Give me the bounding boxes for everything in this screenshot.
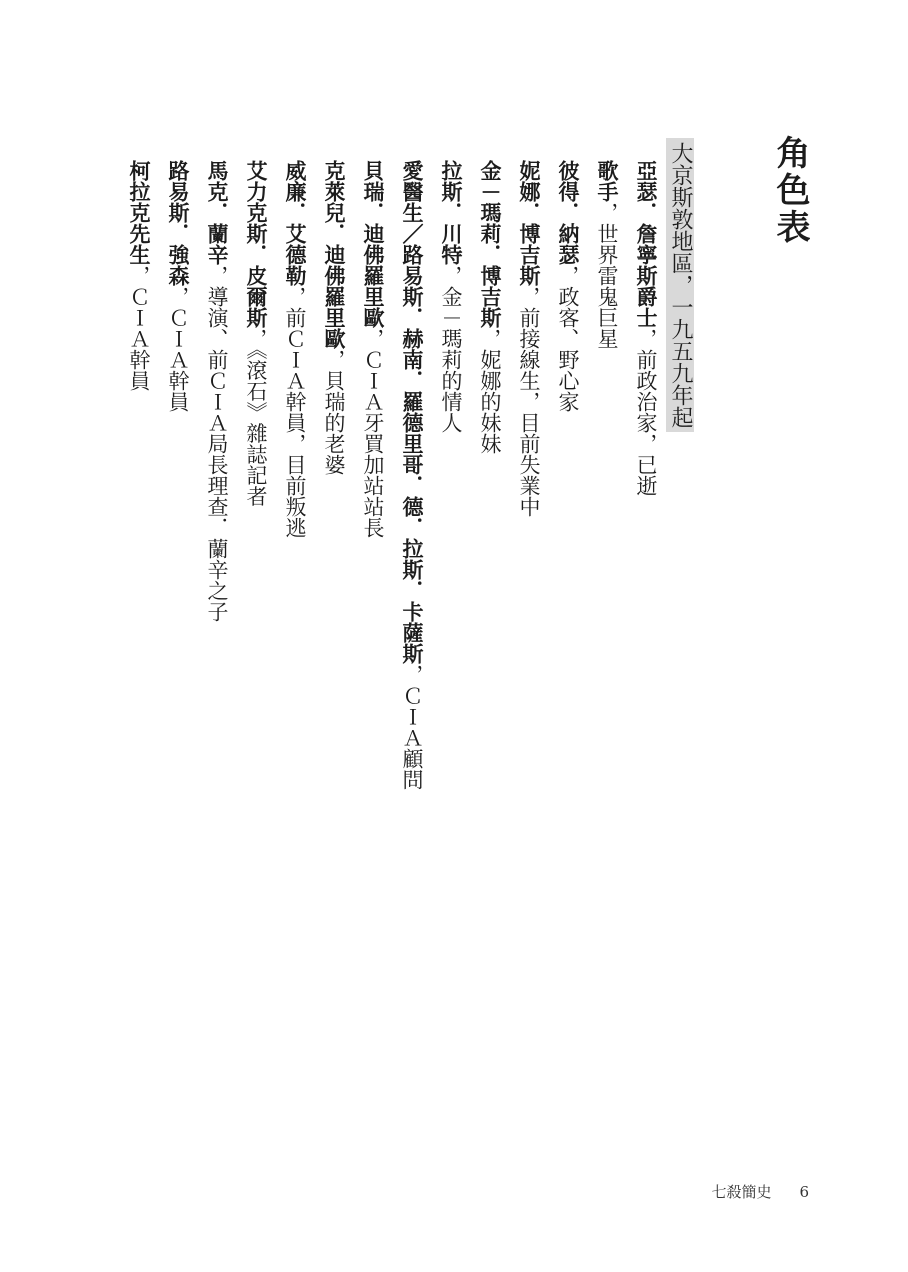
character-entry (592, 160, 622, 349)
character-description: ，前接線生，目前失業中 (517, 286, 541, 517)
character-description: ，世界雷鬼巨星 (595, 202, 619, 349)
character-description: ，ＣＩＡ幹員 (127, 265, 151, 391)
character-name: 拉斯．川特 (439, 160, 464, 265)
character-entry (631, 160, 661, 496)
character-name: 威廉．艾德勒 (283, 160, 308, 286)
character-name: 克萊兒．迪佛羅里歐 (322, 160, 347, 349)
character-entry (124, 160, 154, 391)
character-entry (436, 160, 466, 433)
page-footer (711, 1181, 809, 1202)
character-name: 歌手 (595, 160, 620, 202)
character-description: ，妮娜的妹妹 (478, 328, 502, 454)
character-description: ，金－瑪莉的情人 (439, 265, 463, 433)
character-description: ，ＣＩＡ顧問 (400, 664, 424, 790)
character-name: 金－瑪莉．博吉斯 (478, 160, 503, 328)
character-description: ，《滾石》雜誌記者 (244, 328, 268, 507)
character-name: 柯拉克先生 (127, 160, 152, 265)
character-description: ，貝瑞的老婆 (322, 349, 346, 475)
character-entry (475, 160, 505, 454)
character-entry (514, 160, 544, 517)
character-entry (358, 160, 388, 538)
character-description: ，導演、前ＣＩＡ局長理查．蘭辛之子 (205, 265, 229, 622)
character-entry (280, 160, 310, 538)
character-name: 艾力克斯．皮爾斯 (244, 160, 269, 328)
page-number: 6 (799, 1183, 809, 1201)
character-entry (553, 160, 583, 412)
character-name: 路易斯．強森 (166, 160, 191, 286)
character-name: 妮娜．博吉斯 (517, 160, 542, 286)
character-description: ，ＣＩＡ牙買加站站長 (361, 328, 385, 538)
character-name: 亞瑟．詹寧斯爵士 (634, 160, 659, 328)
character-description: ，前ＣＩＡ幹員，目前叛逃 (283, 286, 307, 538)
page-title: 角色表 (770, 135, 810, 246)
character-name: 彼得．納瑟 (556, 160, 581, 265)
character-entry (202, 160, 232, 622)
book-title: 七殺簡史 (711, 1183, 772, 1201)
character-name: 愛醫生／路易斯．赫南．羅德里哥．德．拉斯．卡薩斯 (400, 160, 425, 664)
character-entry (319, 160, 349, 475)
character-name: 馬克．蘭辛 (205, 160, 230, 265)
section-heading: 大京斯敦地區，一九五九年起 (666, 138, 694, 432)
character-description: ，前政治家，已逝 (634, 328, 658, 496)
character-entry (163, 160, 193, 412)
character-name: 貝瑞．迪佛羅里歐 (361, 160, 386, 328)
character-entry (241, 160, 271, 507)
character-description: ，ＣＩＡ幹員 (166, 286, 190, 412)
character-entry (397, 160, 427, 790)
character-description: ，政客、野心家 (556, 265, 580, 412)
